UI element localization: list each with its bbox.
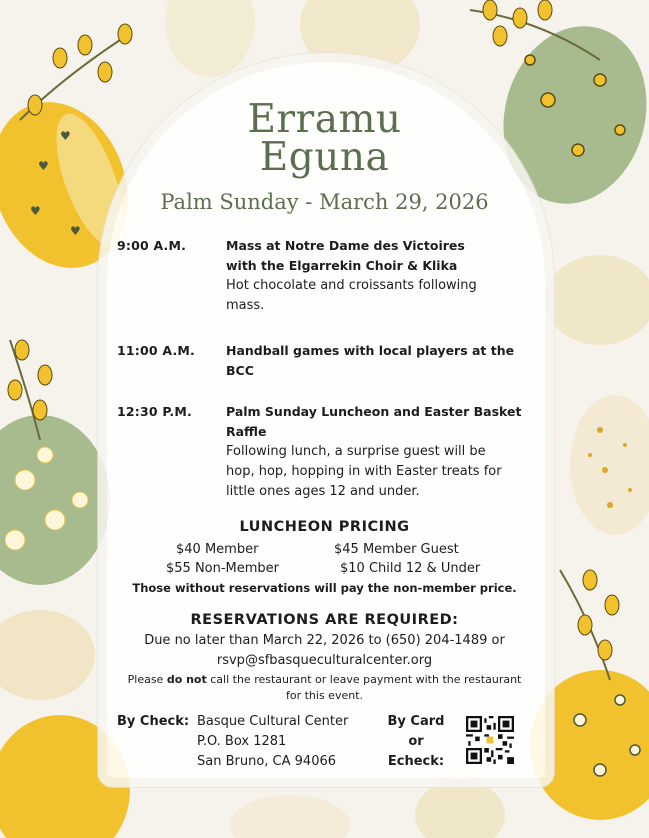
schedule-item-title: Mass at Notre Dame des Victoires	[226, 238, 465, 253]
reservation-note-line2: for this event.	[285, 689, 364, 702]
price-item: $45 Member Guest	[334, 542, 459, 557]
reservations-heading: RESERVATIONS ARE REQUIRED:	[190, 612, 459, 628]
svg-text:♥: ♥	[60, 129, 71, 143]
schedule-item-text: little ones ages 12 and under.	[226, 484, 420, 499]
card-label-line: Echeck:	[387, 754, 445, 769]
page-title-line2: Eguna	[259, 135, 390, 180]
flower-egg-left	[0, 415, 110, 585]
reservation-email[interactable]: rsvp@sfbasqueculturalcenter.org	[216, 653, 433, 668]
schedule-item-text: Following lunch, a surprise guest will be	[226, 444, 486, 459]
schedule-item-text: mass.	[226, 298, 265, 313]
qr-code-icon[interactable]	[466, 716, 514, 764]
card-label-line: By Card	[387, 714, 445, 729]
price-item: $40 Member	[176, 542, 259, 557]
mailing-address	[197, 712, 348, 772]
address-line: P.O. Box 1281	[197, 734, 287, 749]
schedule-item-title: BCC	[226, 363, 254, 378]
svg-text:♥: ♥	[30, 204, 41, 218]
svg-text:♥: ♥	[70, 224, 81, 238]
reservation-note	[0, 673, 649, 686]
schedule-time: 9:00 A.M.	[117, 238, 187, 253]
svg-text:♥: ♥	[38, 159, 49, 173]
address-line: San Bruno, CA 94066	[197, 754, 337, 769]
schedule-item-title: Raffle	[226, 424, 267, 439]
card-payment-label	[384, 712, 448, 772]
schedule-item	[226, 402, 536, 502]
schedule-item-title: Handball games with local players at the	[226, 343, 515, 358]
page-title-line1: Erramu	[247, 97, 402, 142]
note-emphasis: do not	[166, 673, 207, 686]
pricing-note: Those without reservations will pay the non-member price.	[132, 581, 517, 595]
pricing-heading: LUNCHEON PRICING	[239, 519, 410, 535]
schedule-item-title: with the Elgarrekin Choir & Klika	[226, 258, 458, 273]
check-payment-label: By Check:	[117, 714, 190, 729]
price-item: $55 Non-Member	[166, 561, 280, 576]
card-label-line: or	[408, 734, 424, 749]
schedule-time: 12:30 P.M.	[117, 404, 192, 419]
price-item: $10 Child 12 & Under	[340, 561, 481, 576]
schedule-item-text: hop, hop, hopping in with Easter treats for	[226, 464, 502, 479]
note-text: call the restaurant or leave payment with the restaurant	[206, 673, 522, 686]
schedule-time: 11:00 A.M.	[117, 343, 195, 358]
schedule-item-text: Hot chocolate and croissants following	[226, 278, 477, 293]
schedule-item-title: Palm Sunday Luncheon and Easter Basket	[226, 404, 522, 419]
schedule-item	[226, 341, 526, 381]
address-line: Basque Cultural Center	[197, 714, 349, 729]
note-text: Please	[127, 673, 167, 686]
event-date-subtitle: Palm Sunday - March 29, 2026	[160, 190, 489, 214]
schedule-item	[226, 236, 526, 316]
speckled-egg-right	[570, 395, 649, 535]
reservation-deadline: Due no later than March 22, 2026 to (650) 204-1489 or	[144, 633, 505, 648]
